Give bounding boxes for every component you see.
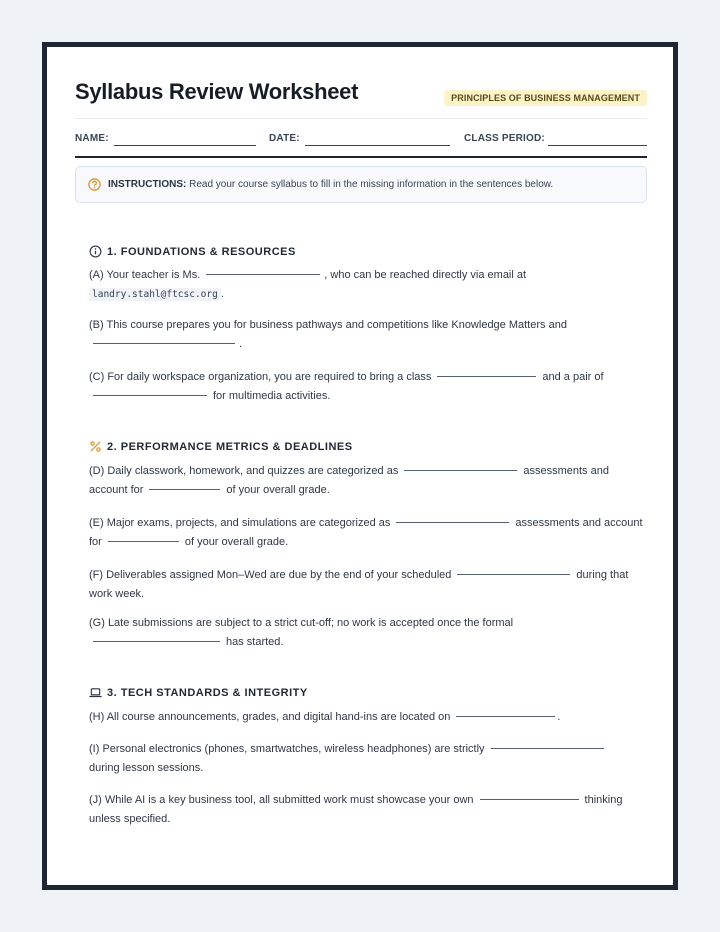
answer-blank-f[interactable] (457, 574, 570, 575)
question-g: (G) Late submissions are subject to a strict cut-off; no work is accepted once the formal has started. (89, 617, 514, 648)
class-period-label: CLASS PERIOD: (464, 133, 545, 144)
laptop-icon (89, 686, 102, 699)
question-h: (H) All course announcements, grades, and digital hand-ins are located on . (89, 711, 561, 723)
answer-blank-a1[interactable] (206, 274, 320, 275)
question-d: (D) Daily classwork, homework, and quizzes are categorized as assessments and account for of your overall grade. (89, 465, 609, 496)
page-title: Syllabus Review Worksheet (75, 79, 359, 104)
answer-blank-b[interactable] (93, 343, 235, 344)
answer-blank-e2[interactable] (108, 541, 179, 542)
section-heading-foundations (89, 245, 296, 258)
section-heading-performance (89, 440, 353, 453)
instructions-box (75, 166, 647, 203)
answer-blank-h[interactable] (456, 716, 555, 717)
instructions-label: INSTRUCTIONS: (108, 179, 187, 190)
date-label: DATE: (269, 133, 300, 144)
question-i: (I) Personal electronics (phones, smartwatches, wireless headphones) are strictly during lesson sessions. (89, 740, 649, 777)
answer-blank-j[interactable] (480, 799, 579, 800)
answer-blank-g[interactable] (93, 641, 220, 642)
student-info-row (75, 127, 647, 158)
question-e: (E) Major exams, projects, and simulations are categorized as assessments and account for of your overall grade. (89, 517, 643, 548)
question-circle-icon (88, 178, 101, 191)
answer-blank-i[interactable] (491, 748, 604, 749)
worksheet-header (75, 79, 647, 119)
teacher-email: landry.stahl@ftcsc.org (89, 288, 221, 301)
course-badge: PRINCIPLES OF BUSINESS MANAGEMENT (444, 90, 647, 106)
section-title: 1. FOUNDATIONS & RESOURCES (107, 245, 296, 258)
class-period-field[interactable] (548, 145, 647, 146)
date-field[interactable] (305, 145, 450, 146)
answer-blank-e1[interactable] (396, 522, 509, 523)
question-c: (C) For daily workspace organization, you are required to bring a class and a pair of for multimedia activities. (89, 371, 604, 402)
question-j: (J) While AI is a key business tool, all submitted work must showcase your own thinking unless specified. (89, 794, 623, 825)
section-title: 2. PERFORMANCE METRICS & DEADLINES (107, 440, 353, 453)
section-title: 3. TECH STANDARDS & INTEGRITY (107, 686, 308, 699)
worksheet-page (42, 42, 678, 890)
name-field[interactable] (114, 145, 256, 146)
info-circle-icon (89, 245, 102, 258)
name-label: NAME: (75, 133, 109, 144)
percent-icon (89, 440, 102, 453)
answer-blank-c1[interactable] (437, 376, 536, 377)
question-b: (B) This course prepares you for business pathways and competitions like Knowledge Matters and . (89, 319, 567, 350)
section-heading-tech (89, 686, 308, 699)
instructions-body: Read your course syllabus to fill in the missing information in the sentences below. (186, 179, 554, 190)
answer-blank-d2[interactable] (149, 489, 220, 490)
question-f: (F) Deliverables assigned Mon–Wed are due by the end of your scheduled during that work week. (89, 569, 629, 600)
question-a: (A) Your teacher is Ms. , who can be reached directly via email at landry.stahl@ftcsc.org . (89, 269, 527, 300)
instructions-text (108, 179, 553, 190)
answer-blank-c2[interactable] (93, 395, 207, 396)
answer-blank-d1[interactable] (404, 470, 517, 471)
